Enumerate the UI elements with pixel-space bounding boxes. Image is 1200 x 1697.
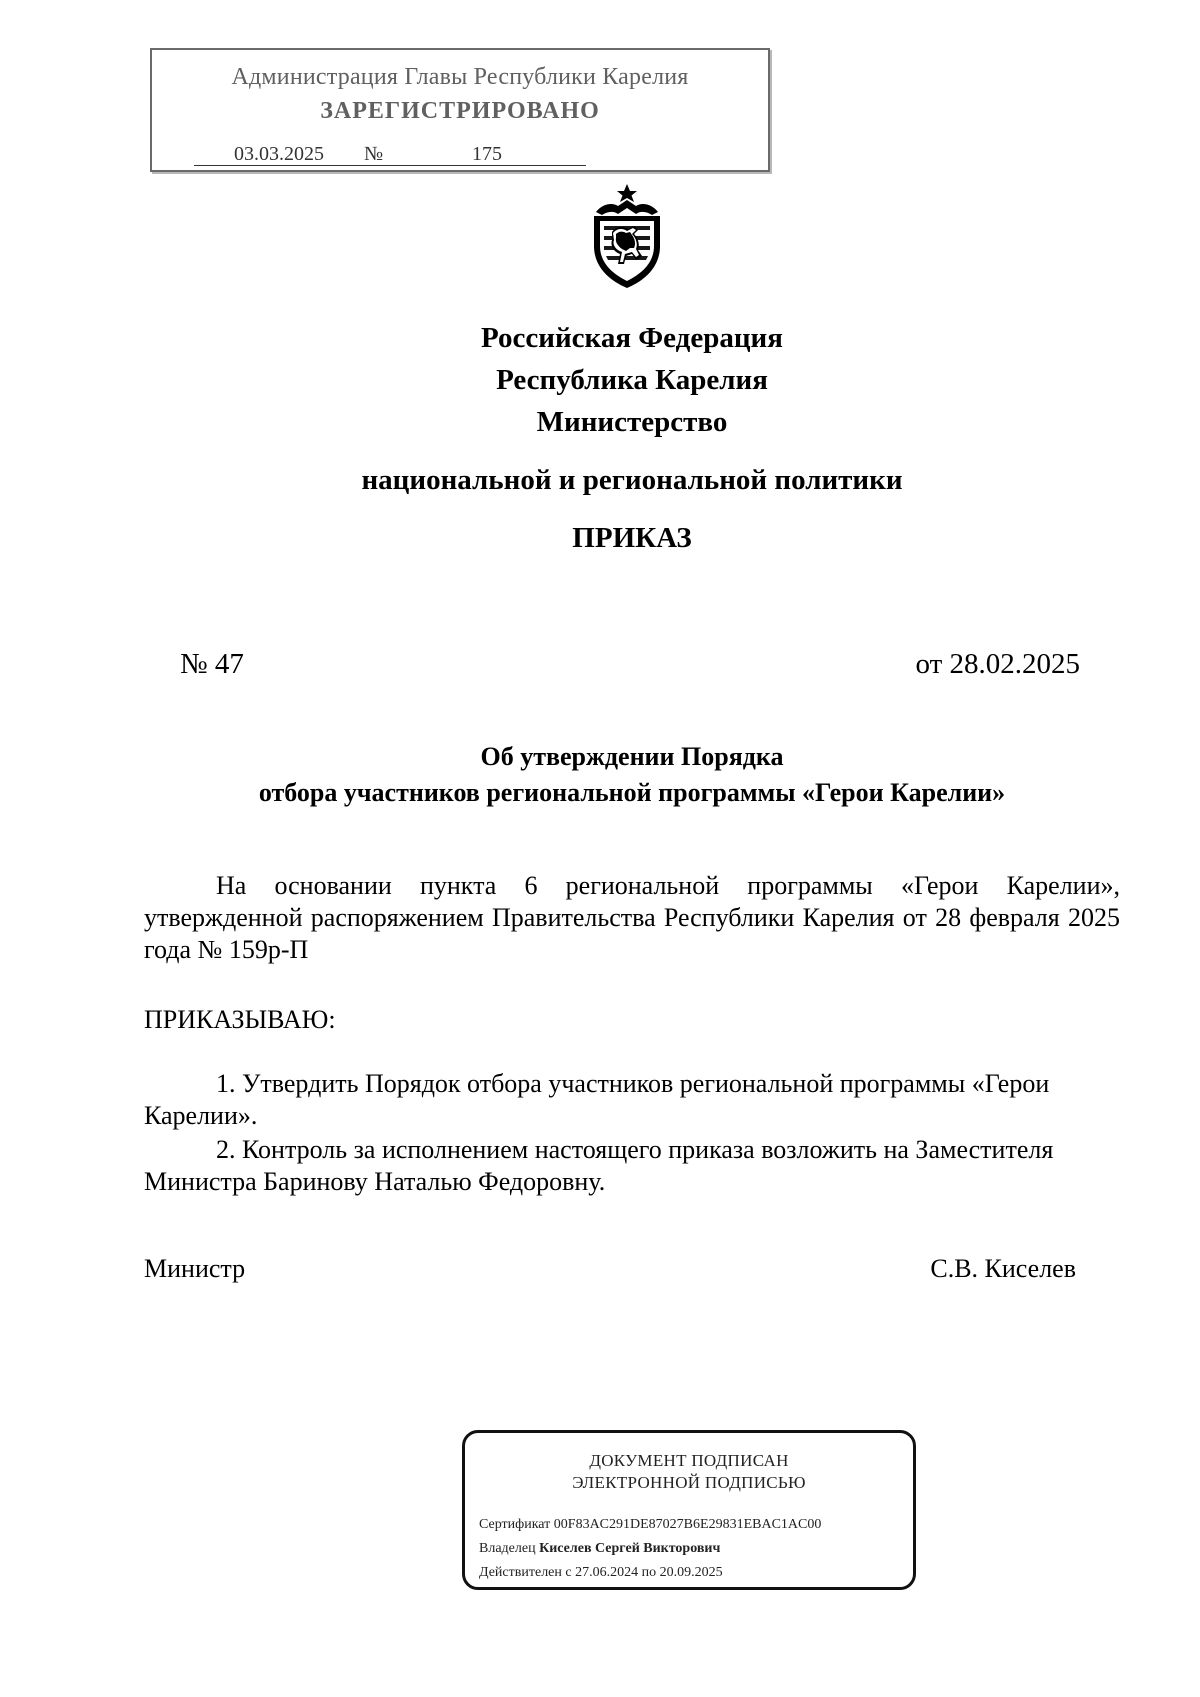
e-signature-title-1: ДОКУМЕНТ ПОДПИСАН xyxy=(589,1451,789,1470)
stamp-status: ЗАРЕГИСТРИРОВАНО xyxy=(320,98,600,124)
order-word: ПРИКАЗЫВАЮ: xyxy=(144,1005,336,1034)
subject-line-1: Об утверждении Порядка xyxy=(480,742,784,771)
stamp-organization: Администрация Главы Республики Карелия xyxy=(231,64,689,90)
stamp-date: 03.03.2025 xyxy=(234,143,324,165)
registration-stamp xyxy=(150,48,770,172)
valid-label: Действителен xyxy=(479,1565,562,1580)
header-ministry-name: национальной и региональной политики xyxy=(361,464,903,496)
e-signature-stamp xyxy=(462,1430,916,1590)
header-country: Российская Федерация xyxy=(481,322,783,354)
cert-label: Сертификат xyxy=(479,1517,551,1532)
stamp-registration-line xyxy=(194,143,586,166)
header-republic: Республика Карелия xyxy=(496,364,768,396)
karelia-coat-of-arms-icon xyxy=(582,182,672,290)
owner-label: Владелец xyxy=(479,1541,536,1556)
e-signature-title-2: ЭЛЕКТРОННОЙ ПОДПИСЬЮ xyxy=(572,1473,806,1492)
header-ministry: Министерство xyxy=(536,406,728,438)
basis-paragraph xyxy=(144,870,1120,966)
e-signature-owner xyxy=(479,1541,720,1557)
stamp-number: 175 xyxy=(472,143,502,165)
order-item xyxy=(144,1134,1120,1198)
order-date: от 28.02.2025 xyxy=(915,648,1080,680)
valid-from: 27.06.2024 xyxy=(575,1565,639,1580)
owner-value: Киселев Сергей Викторович xyxy=(539,1541,721,1556)
subject-line-2: отбора участников региональной программы «Герои Карелии» xyxy=(258,778,1006,807)
valid-from-prefix: с xyxy=(565,1565,572,1580)
signatory-name: С.В. Киселев xyxy=(930,1254,1076,1283)
basis-text: На основании пункта 6 региональной программы «Герои Карелии», утвержденной распоряжением Правительства Республики Карелия от 28 февраля 2025 года № 159р-П xyxy=(144,871,1120,964)
cert-value: 00F83AC291DE87027B6E29831EBAC1AC00 xyxy=(553,1517,822,1532)
order-item-text: 2. Контроль за исполнением настоящего приказа возложить на Заместителя Министра Баринову Наталью Федоровну. xyxy=(144,1135,1054,1196)
document-type: ПРИКАЗ xyxy=(572,522,692,554)
valid-to: 20.09.2025 xyxy=(659,1565,723,1580)
e-signature-validity xyxy=(479,1565,723,1581)
order-item-text: 1. Утвердить Порядок отбора участников региональной программы «Герои Карелии». xyxy=(144,1069,1050,1130)
order-number: № 47 xyxy=(180,648,244,680)
valid-to-prefix: по xyxy=(641,1565,657,1580)
order-item xyxy=(144,1068,1120,1132)
signatory-title: Министр xyxy=(144,1254,246,1283)
e-signature-certificate xyxy=(479,1517,821,1533)
stamp-number-sign: № xyxy=(364,143,384,165)
